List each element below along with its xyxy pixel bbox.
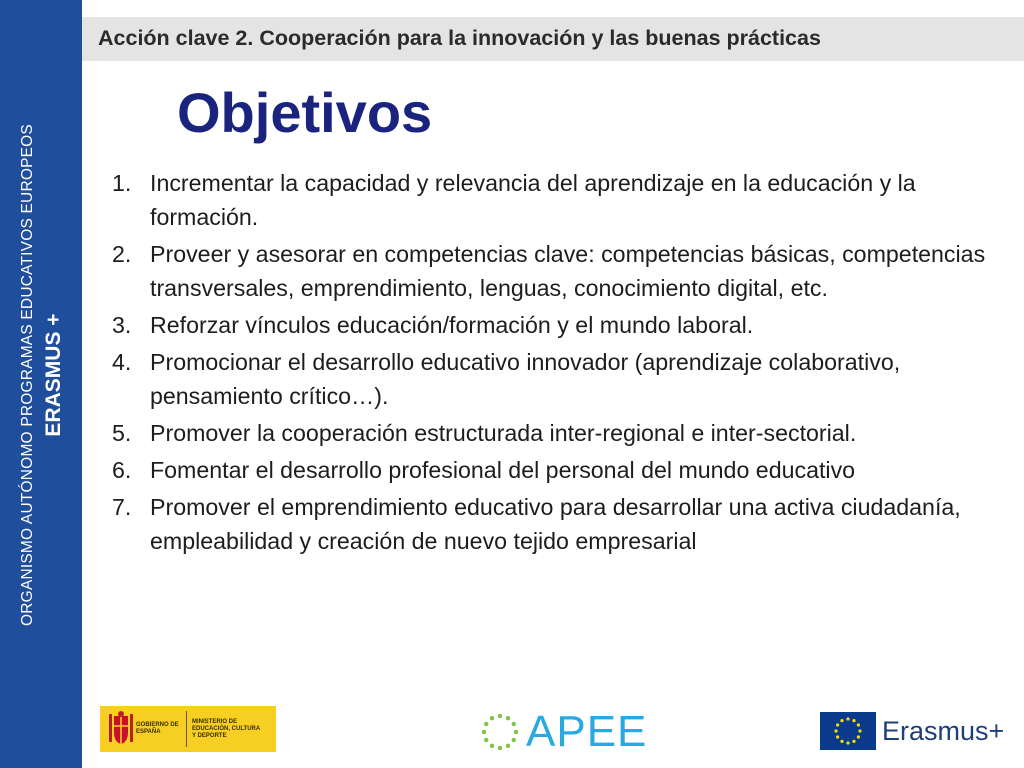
apee-logo [480, 706, 647, 758]
stars-ring-icon [480, 712, 520, 752]
header-bar [82, 17, 1024, 61]
gobierno-text: GOBIERNO DE ESPAÑA [136, 722, 179, 735]
sidebar-organization-name: ORGANISMO AUTÓNOMO PROGRAMAS EDUCATIVOS EUROPEOS [19, 124, 36, 626]
erasmus-logo-text: Erasmus+ [882, 716, 1005, 746]
list-item-text: Promocionar el desarrollo educativo innovador (aprendizaje colaborativo, pensamiento crítico…). [150, 349, 901, 409]
list-item [112, 308, 1007, 342]
list-item-text: Fomentar el desarrollo profesional del personal del mundo educativo [150, 457, 856, 483]
apee-logo-text: APEE [526, 707, 648, 756]
list-item-text: Incrementar la capacidad y relevancia del aprendizaje en la educación y la formación. [150, 170, 916, 230]
eu-flag-icon [820, 712, 876, 750]
gobierno-logo [100, 706, 276, 752]
erasmus-logo [820, 712, 1004, 750]
list-item-number: 7. [112, 494, 132, 520]
coat-of-arms-icon [106, 710, 136, 748]
list-item [112, 166, 1007, 234]
list-item [112, 345, 1007, 413]
ministerio-text: MINISTERIO DE EDUCACIÓN, CULTURA Y DEPORTE [192, 718, 260, 739]
list-item-number: 5. [112, 420, 132, 446]
sidebar-program-name: ERASMUS + [42, 313, 65, 437]
list-item [112, 416, 1007, 450]
list-item-number: 2. [112, 241, 132, 267]
list-item-number: 3. [112, 312, 132, 338]
list-item [112, 453, 1007, 487]
list-item [112, 237, 1007, 305]
page-title: Objetivos [177, 81, 433, 144]
list-item-number: 4. [112, 349, 132, 375]
sidebar [0, 0, 82, 768]
list-item-text: Promover la cooperación estructurada inter-regional e inter-sectorial. [150, 420, 857, 446]
list-item-text: Reforzar vínculos educación/formación y el mundo laboral. [150, 312, 754, 338]
sidebar-text [15, 5, 67, 745]
header-title: Acción clave 2. Cooperación para la innovación y las buenas prácticas [98, 26, 821, 50]
list-item-text: Proveer y asesorar en competencias clave: competencias básicas, competencias transversales, emprendimiento, lenguas, conocimiento digital, etc. [150, 241, 986, 301]
list-item-number: 6. [112, 457, 132, 483]
list-item [112, 490, 1007, 558]
objectives-list [112, 166, 1007, 561]
logo-divider [186, 711, 187, 747]
list-item-number: 1. [112, 170, 132, 196]
list-item-text: Promover el emprendimiento educativo para desarrollar una activa ciudadanía, empleabilidad y creación de nuevo tejido empresarial [150, 494, 961, 554]
